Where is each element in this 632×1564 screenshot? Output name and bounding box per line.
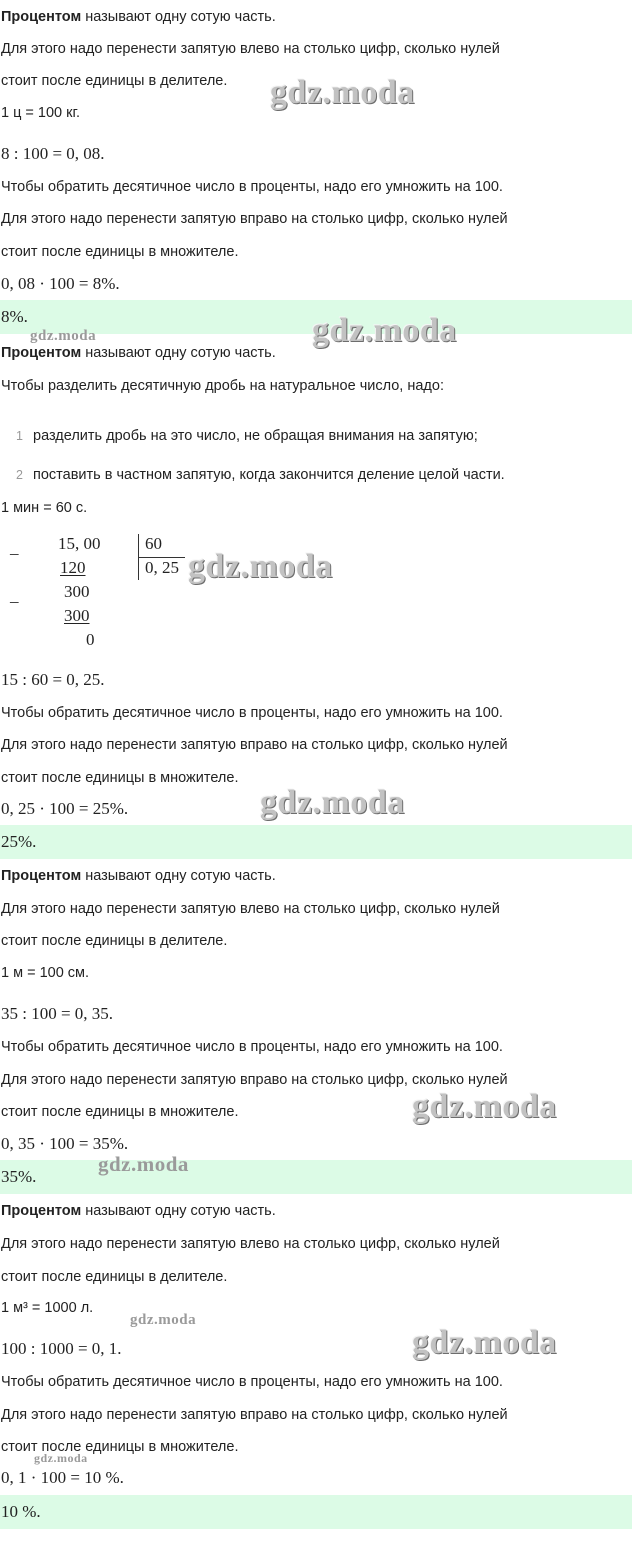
calc-line: 15 : 60 = 0, 25. [1,670,105,689]
rule-line: стоит после единицы в делителе. [1,933,228,949]
rule-line: Для этого надо перенести запятую влево на столько цифр, сколько нулей [1,41,500,57]
rule-line: стоит после единицы в делителе. [1,73,228,89]
definition-line [0,859,632,893]
answer-text: 25%. [1,832,37,851]
rule-line: стоит после единицы в делителе. [1,1269,228,1285]
answer-text: 10 %. [1,1502,41,1521]
definition-line [0,0,632,34]
watermark: gdz.moda [270,74,415,111]
rule-line: Чтобы разделить десятичную дробь на натуральное число, надо: [1,378,444,394]
rule-line: стоит после единицы в множителе. [1,1439,239,1455]
remainder: 300 [64,582,90,601]
watermark: gdz.moda [312,312,457,349]
term-bold: Процентом [1,345,82,361]
final-remainder: 0 [86,630,95,649]
rule-line: Для этого надо перенести запятую вправо на столько цифр, сколько нулей [1,1072,508,1088]
rule-line: Для этого надо перенести запятую вправо на столько цифр, сколько нулей [1,211,508,227]
calc-line: 100 : 1000 = 0, 1. [1,1339,122,1358]
watermark: gdz.moda [260,784,405,821]
definition-text: называют одну сотую часть. [81,345,276,361]
rule-line: стоит после единицы в множителе. [1,770,239,786]
calc-line: 0, 25 · 100 = 25%. [1,799,129,818]
definition-line [0,1194,632,1228]
watermark: gdz.moda [188,548,333,585]
unit-line: 1 ц = 100 кг. [1,105,81,121]
dividend: 15, 00 [58,534,101,553]
rule-line: Для этого надо перенести запятую влево на столько цифр, сколько нулей [1,901,500,917]
calc-line: 0, 08 · 100 = 8%. [1,274,120,293]
watermark: gdz.moda [130,1312,197,1328]
rule-line: стоит после единицы в множителе. [1,1104,239,1120]
divisor: 60 [145,534,162,553]
list-number: 1 [16,429,23,443]
calc-line: 35 : 100 = 0, 35. [1,1004,114,1023]
term-bold: Процентом [1,868,82,884]
subtrahend: 120 [60,558,86,577]
rule-line: Для этого надо перенести запятую вправо на столько цифр, сколько нулей [1,737,508,753]
subtrahend: 300 [64,606,90,625]
unit-line: 1 мин = 60 с. [1,500,88,516]
unit-line: 1 м = 100 см. [1,965,90,981]
unit-line: 1 м³ = 1000 л. [1,1300,94,1316]
watermark: gdz.moda [34,1451,88,1465]
rule-line: Чтобы обратить десятичное число в проценты, надо его умножить на 100. [1,1374,503,1390]
list-text: разделить дробь на это число, не обращая внимания на запятую; [33,428,478,444]
term-bold: Процентом [1,1203,82,1219]
minus-sign: _ [10,538,19,557]
list-item [0,419,632,453]
rule-line: Чтобы обратить десятичное число в проценты, надо его умножить на 100. [1,1039,503,1055]
calc-line: 8 : 100 = 0, 08. [1,144,105,163]
answer-text: 8%. [1,307,28,326]
watermark: gdz.moda [98,1152,189,1176]
definition-text: называют одну сотую часть. [81,868,276,884]
list-text: поставить в частном запятую, когда закончится деление целой части. [33,467,505,483]
answer-text: 35%. [1,1167,37,1186]
rule-line: Чтобы обратить десятичное число в проценты, надо его умножить на 100. [1,179,503,195]
rule-line: Для этого надо перенести запятую вправо на столько цифр, сколько нулей [1,1407,508,1423]
watermark: gdz.moda [30,328,97,344]
rule-line: Для этого надо перенести запятую влево на столько цифр, сколько нулей [1,1236,500,1252]
list-item [0,458,632,492]
list-number: 2 [16,468,23,482]
definition-text: называют одну сотую часть. [81,1203,276,1219]
definition-text: называют одну сотую часть. [81,9,276,25]
answer-box [0,825,632,859]
quotient: 0, 25 [145,558,179,577]
term-bold: Процентом [1,9,82,25]
answer-box [0,1160,632,1194]
calc-line: 0, 1 · 100 = 10 %. [1,1468,124,1487]
watermark: gdz.moda [412,1088,557,1125]
watermark: gdz.moda [412,1324,557,1361]
rule-line: Чтобы обратить десятичное число в проценты, надо его умножить на 100. [1,705,503,721]
rule-line: стоит после единицы в множителе. [1,244,239,260]
answer-box [0,1495,632,1529]
minus-sign: _ [10,586,19,605]
calc-line: 0, 35 · 100 = 35%. [1,1134,129,1153]
